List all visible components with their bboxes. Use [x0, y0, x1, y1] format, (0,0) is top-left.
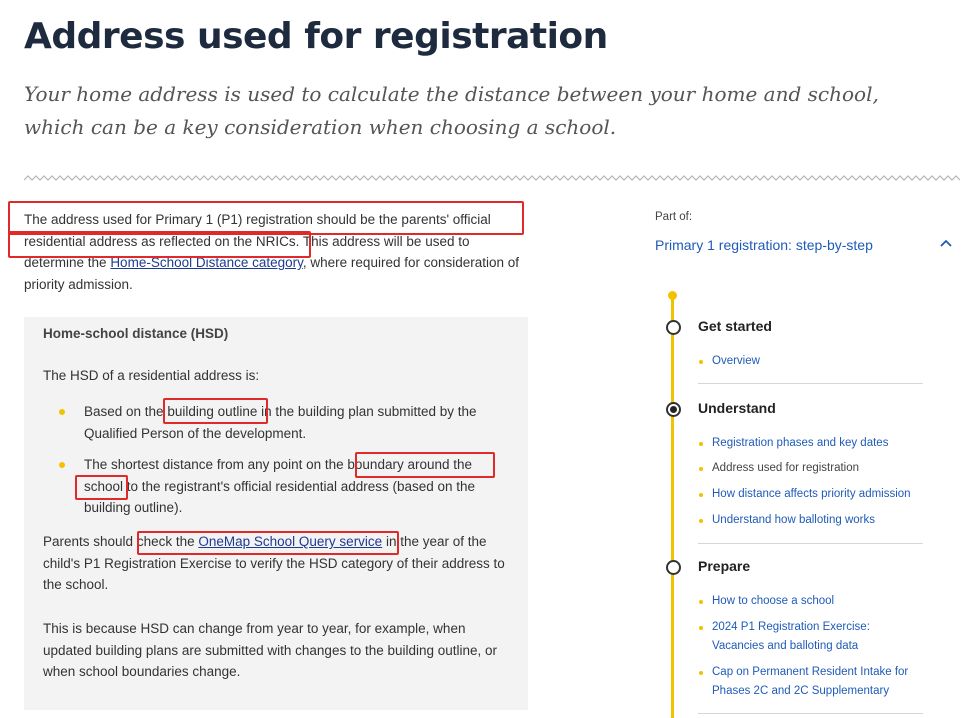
timeline-start-dot: [668, 291, 677, 300]
sidebar-item-label: How to choose a school: [712, 595, 835, 607]
sidebar-item-overview[interactable]: [698, 352, 928, 371]
school-boundary-term: boundary around the school: [84, 457, 473, 494]
timeline-node-icon: [666, 560, 681, 575]
sidebar-item-label: Cap on Permanent Resident Intake for Phases 2C and 2C Supplementary: [712, 666, 909, 697]
section-title-prepare: Prepare: [698, 558, 751, 574]
page-title: Address used for registration: [24, 16, 608, 57]
sidebar-item-label: Address used for registration: [712, 462, 860, 474]
intro-text-end: , where required for consideration of priority admission.: [24, 255, 520, 292]
wavy-divider: [24, 174, 960, 186]
bullet-icon: [699, 493, 703, 497]
list-item: [43, 401, 503, 444]
hsd-paragraph-check: [43, 531, 513, 596]
divider: [698, 713, 923, 714]
list-item-text: to the registrant's official residential address (based on the building outline).: [84, 478, 476, 515]
bullet-icon: [699, 519, 703, 523]
hsd-category-link[interactable]: Home-School Distance category: [110, 255, 303, 270]
bullet-icon: [699, 671, 703, 675]
list-item-text: in the building plan submitted by the Qualified Person of the development.: [84, 404, 477, 441]
section-title-understand: Understand: [698, 400, 776, 416]
paragraph-text: check the: [136, 534, 199, 549]
hsd-lead: The HSD of a residential address is:: [43, 368, 260, 383]
sidebar-item-pr-cap[interactable]: [698, 663, 928, 701]
intro-text: This address will be used to determine the: [24, 233, 470, 270]
chevron-up-icon[interactable]: [938, 236, 954, 252]
hsd-paragraph-change: This is because HSD can change from year to year, for example, when updated building plans are submitted with changes to the building outline, or when school boundaries change.: [43, 621, 498, 679]
intro-highlight-text: The address used for Primary 1 (P1) registration should be the parents' official residential address as reflected on the NRICs.: [24, 212, 491, 249]
list-item-text: Based on the: [84, 404, 168, 419]
timeline-node-icon: [666, 320, 681, 335]
hsd-list: [43, 401, 503, 529]
hsd-title: Home-school distance (HSD): [43, 326, 229, 341]
onemap-query-link[interactable]: OneMap School Query service: [198, 534, 383, 549]
paragraph-text: Parents should: [43, 534, 137, 549]
sidebar-item-choose-school[interactable]: [698, 592, 928, 611]
sidebar-item-balloting[interactable]: [698, 511, 928, 530]
guide-title-link[interactable]: Primary 1 registration: step-by-step: [655, 237, 873, 253]
bullet-icon: [699, 360, 703, 364]
section-title-get-started: Get started: [698, 318, 772, 334]
bullet-icon: [699, 442, 703, 446]
divider: [698, 543, 923, 544]
building-outline-term: building outline: [167, 404, 258, 419]
sidebar-item-label: Registration phases and key dates: [712, 437, 889, 449]
sidebar-item-label: Understand how balloting works: [712, 514, 876, 526]
hsd-callout-box: [24, 317, 528, 710]
sidebar-item-distance[interactable]: [698, 485, 928, 504]
divider: [698, 383, 923, 384]
page-subtitle: Your home address is used to calculate the distance between your home and school, which can be a key consideration when choosing a school.: [24, 82, 879, 139]
bullet-icon: [699, 626, 703, 630]
list-item-text: The shortest distance from any point on the: [84, 457, 348, 472]
sidebar-item-label: 2024 P1 Registration Exercise: Vacancies and balloting data: [712, 621, 870, 652]
timeline-line: [671, 296, 674, 718]
get-started-list: [698, 352, 928, 371]
understand-list: [698, 434, 928, 530]
bullet-icon: [699, 467, 703, 471]
bullet-icon: [699, 600, 703, 604]
bullet-icon: [59, 409, 65, 415]
sidebar-item-address-current: [698, 459, 928, 478]
sidebar-item-phases[interactable]: [698, 434, 928, 453]
prepare-list: [698, 592, 928, 701]
part-of-label: Part of:: [655, 211, 693, 223]
bullet-icon: [59, 462, 65, 468]
sidebar-item-label: Overview: [712, 355, 760, 367]
list-item: [43, 454, 503, 519]
timeline-node-current-icon: [666, 402, 681, 417]
sidebar-item-label: How distance affects priority admission: [712, 488, 911, 500]
paragraph-text: in the year of the child's P1 Registration Exercise to verify the HSD category of their address to the school.: [43, 534, 505, 592]
sidebar-item-vacancies[interactable]: [698, 618, 892, 656]
intro-paragraph: [24, 209, 524, 295]
